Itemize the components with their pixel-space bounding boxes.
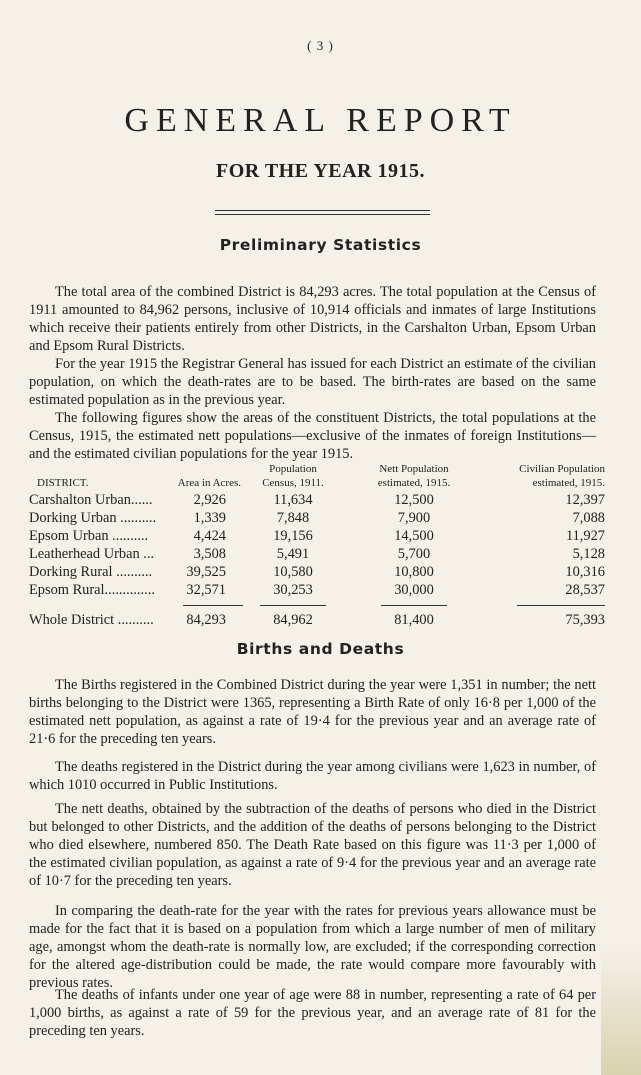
total-rules bbox=[29, 599, 605, 611]
cell-population: 30,253 bbox=[273, 582, 313, 598]
section-heading-births-deaths: Births and Deaths bbox=[236, 640, 405, 658]
cell-district: Dorking Urban .......... bbox=[29, 510, 157, 526]
header-population: Population bbox=[269, 463, 317, 475]
paragraph-following-figures: The following figures show the areas of the constituent Districts, the total populations at the Census, 1915, the estimated nett populations—exclusive of the inmates of foreign Institutions—and the estimated civilian populations for the year 1915. bbox=[29, 410, 596, 462]
cell-area: 32,571 bbox=[186, 582, 226, 598]
total-rule-population bbox=[260, 605, 326, 606]
page-number: ( 3 ) bbox=[307, 38, 334, 53]
cell-area: 84,293 bbox=[186, 612, 226, 628]
cell-population: 7,848 bbox=[276, 510, 310, 526]
table-row bbox=[29, 491, 605, 509]
cell-nett: 81,400 bbox=[394, 612, 434, 628]
cell-civilian: 28,537 bbox=[565, 582, 605, 598]
table-total-row bbox=[29, 611, 605, 629]
title-rule-bottom bbox=[215, 214, 430, 215]
cell-civilian: 11,927 bbox=[565, 528, 605, 544]
paragraph-registrar-estimate: For the year 1915 the Registrar General has issued for each District an estimate of the civilian population, on which the death-rates are to be based. The birth-rates are based on the same estimated population as in the previous year. bbox=[29, 356, 596, 408]
cell-area: 39,525 bbox=[186, 564, 226, 580]
header-civilian: Civilian Population bbox=[519, 463, 605, 475]
table-row bbox=[29, 563, 605, 581]
cell-district: Carshalton Urban...... bbox=[29, 492, 153, 508]
cell-civilian: 75,393 bbox=[565, 612, 605, 628]
cell-district: Whole District .......... bbox=[29, 612, 154, 628]
table-row bbox=[29, 509, 605, 527]
cell-area: 4,424 bbox=[193, 528, 226, 544]
cell-nett: 30,000 bbox=[394, 582, 434, 598]
cell-area: 2,926 bbox=[193, 492, 226, 508]
cell-population: 84,962 bbox=[273, 612, 313, 628]
cell-population: 19,156 bbox=[273, 528, 313, 544]
cell-civilian: 7,088 bbox=[572, 510, 605, 526]
total-rule-civilian bbox=[517, 605, 605, 606]
paragraph-nett-deaths: The nett deaths, obtained by the subtraction of the deaths of persons who died in the District but belonged to other Districts, and the addition of the deaths of persons belonging to the District who died elsewhere, numbered 850. The Death Rate based on this figure was 11·3 per 1,000 of the estimated civilian population, as against a rate of 9·4 for the previous year and an average rate of 10·7 for the preceding ten years. bbox=[29, 801, 596, 889]
page-title: GENERAL REPORT bbox=[124, 102, 517, 139]
cell-nett: 10,800 bbox=[394, 564, 434, 580]
cell-district: Epsom Rural.............. bbox=[29, 582, 155, 598]
cell-population: 10,580 bbox=[273, 564, 313, 580]
cell-population: 11,634 bbox=[273, 492, 313, 508]
paragraph-deaths-registered: The deaths registered in the District during the year among civilians were 1,623 in number, of which 1010 occurred in Public Institutions. bbox=[29, 759, 596, 793]
header-civilian-sub: estimated, 1915. bbox=[532, 477, 605, 489]
total-rule-area bbox=[183, 605, 243, 606]
table-header-row-1 bbox=[29, 463, 605, 477]
total-rule-nett bbox=[381, 605, 447, 606]
page-subtitle: FOR THE YEAR 1915. bbox=[215, 160, 426, 182]
table-row bbox=[29, 527, 605, 545]
cell-nett: 14,500 bbox=[394, 528, 434, 544]
table-row bbox=[29, 581, 605, 599]
cell-district: Epsom Urban .......... bbox=[29, 528, 149, 544]
paragraph-births: The Births registered in the Combined District during the year were 1,351 in number; the nett births belonging to the District were 1365, representing a Birth Rate of only 16·8 per 1,000 of the estimated nett population, as against a rate of 19·4 for the previous year and an average rate of 21·6 for the preceding ten years. bbox=[29, 677, 596, 747]
header-area: Area in Acres. bbox=[177, 477, 241, 489]
cell-area: 1,339 bbox=[193, 510, 226, 526]
cell-civilian: 5,128 bbox=[572, 546, 605, 562]
section-heading-preliminary: Preliminary Statistics bbox=[219, 236, 422, 254]
table-body bbox=[29, 491, 605, 599]
cell-civilian: 10,316 bbox=[565, 564, 605, 580]
page-stain bbox=[601, 945, 641, 1075]
paragraph-comparing-rates: In comparing the death-rate for the year with the rates for previous years allowance must be made for the fact that it is based on a population from which a large number of men of military age, amongst whom the death-rate is normally low, are excluded; if the corresponding correction for the altered age-distribution could be made, the rate would compare more favourably with previous rates. bbox=[29, 903, 596, 991]
header-population-sub: Census, 1911. bbox=[262, 477, 324, 489]
header-nett: Nett Population bbox=[379, 463, 449, 475]
header-nett-sub: estimated, 1915. bbox=[377, 477, 451, 489]
title-rule-top bbox=[215, 210, 430, 211]
header-district: DISTRICT. bbox=[37, 477, 89, 489]
cell-population: 5,491 bbox=[276, 546, 310, 562]
table-row bbox=[29, 545, 605, 563]
table-header-row-2 bbox=[29, 477, 605, 491]
cell-civilian: 12,397 bbox=[565, 492, 605, 508]
cell-district: Leatherhead Urban ... bbox=[29, 546, 155, 562]
cell-area: 3,508 bbox=[193, 546, 226, 562]
cell-nett: 7,900 bbox=[397, 510, 431, 526]
paragraph-total-area: The total area of the combined District is 84,293 acres. The total population at the Census of 1911 amounted to 84,962 persons, inclusive of 10,914 officials and inmates of large Institutions which receive their patients entirely from other Districts, in the Carshalton Urban, Epsom Urban and Epsom Rural Districts. bbox=[29, 284, 596, 354]
cell-nett: 5,700 bbox=[397, 546, 431, 562]
district-table bbox=[29, 463, 605, 629]
paragraph-infant-deaths: The deaths of infants under one year of age were 88 in number, representing a rate of 64 per 1,000 births, as against a rate of 59 for the previous year, and an average rate of 81 for the preceding ten years. bbox=[29, 987, 596, 1039]
cell-district: Dorking Rural .......... bbox=[29, 564, 153, 580]
cell-nett: 12,500 bbox=[394, 492, 434, 508]
